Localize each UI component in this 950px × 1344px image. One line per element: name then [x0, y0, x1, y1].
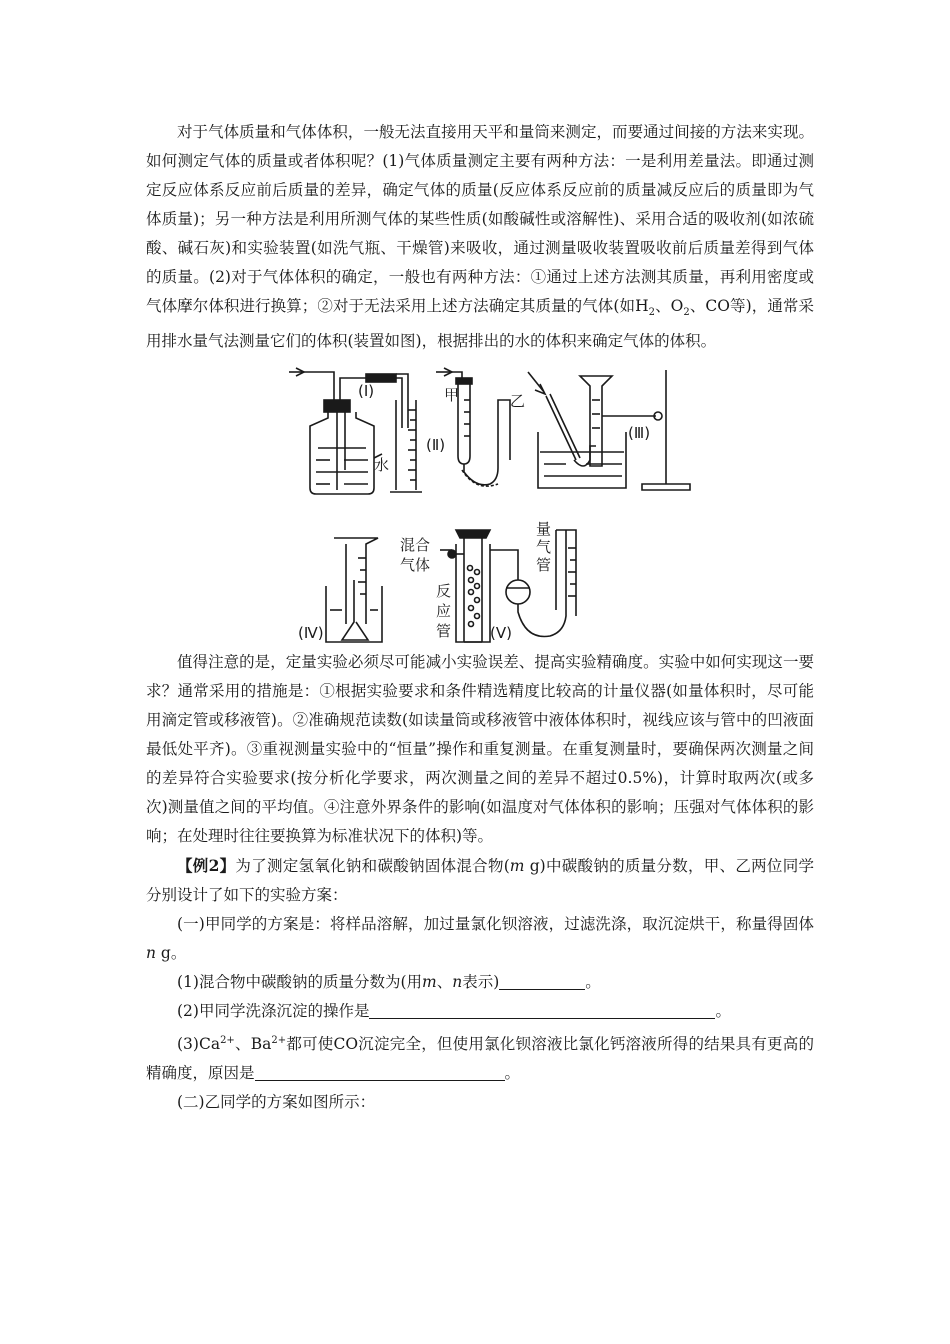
answer-blank-2[interactable]	[369, 1000, 715, 1019]
label-i: (Ⅰ)	[358, 382, 375, 401]
question-text: 都可使CO沉淀完全，但使用氯化钡溶液比氯化钙溶液所得的结果具有更高的精确度，原因是	[146, 1035, 814, 1083]
paragraph-text: 、O	[654, 297, 684, 315]
packing-granules	[468, 566, 480, 627]
gas-bottle	[310, 412, 374, 494]
example-text: 为了测定氢氧化钠和碳酸钠固体混合物(	[235, 857, 510, 876]
label-v: (Ⅴ)	[490, 624, 512, 643]
apparatus-diagram-1	[146, 360, 814, 500]
question-text: 。	[504, 1064, 521, 1083]
stopper	[324, 400, 350, 412]
label-react-1: 反	[436, 582, 452, 601]
paragraph-text: 、CO等)，通常采用排水量气法测量它们的体积(装置如图)，根据排出的水的体积来确定气体的体积。	[146, 297, 814, 351]
question-text: 、Ba	[234, 1035, 272, 1054]
label-iv: (Ⅳ)	[298, 624, 324, 643]
subscript: 2	[648, 307, 655, 319]
subscript: 2	[683, 307, 690, 319]
plan-yi: (二)乙同学的方案如图所示：	[177, 1093, 376, 1112]
water-trough	[538, 432, 626, 488]
var-m: m	[509, 857, 525, 876]
paragraph-precision: 值得注意的是，定量实验必须尽可能减小实验误差、提高实验精确度。实验中如何实现这一要求？通常采用的措施是：①根据实验要求和条件精选精度比较高的计量仪器(如量体积时，尽可能用滴定管或移液管)。②准确规范读数(如读量筒或移液管中液体体积时，视线应该与管中的凹液面最低处平齐)。③重视测量实验中的“恒量”操作和重复测量。在重复测量时，要确保两次测量之间的差异符合实验要求(按分析化学要求，两次测量之间的差异不超过0.5%)，计算时取两次(或多次)测量值之间的平均值。④注意外界条件的影响(如温度对气体体积的影响；压强对气体体积的影响；在处理时往往要换算为标准状况下的体积)等。	[146, 653, 814, 846]
var-n: n	[452, 973, 463, 992]
graduated-cylinder-i	[396, 400, 416, 490]
example-2-intro	[146, 851, 814, 910]
superscript: 2+	[220, 1035, 235, 1047]
paragraph-gas-measurement	[146, 118, 814, 356]
plan-text: g。	[155, 944, 187, 963]
label-jia: 甲	[444, 386, 460, 405]
question-text: 。	[585, 973, 601, 992]
label-gas-3: 管	[536, 556, 552, 575]
answer-blank-1[interactable]	[499, 971, 585, 990]
plan-text: (一)甲同学的方案是：将样品溶解，加过量氯化钡溶液，过滤洗涤，取沉淀烘干，称量得固体	[177, 915, 814, 934]
label-gas-1: 量	[536, 520, 552, 539]
stopper-v	[456, 530, 490, 538]
label-water: 水	[374, 456, 390, 475]
flask-v	[506, 580, 530, 604]
question-text: 。	[715, 1002, 731, 1021]
question-text: (2)甲同学洗涤沉淀的操作是	[177, 1002, 370, 1021]
arrow-in-iii	[528, 372, 544, 392]
apparatus-diagram-2	[146, 520, 814, 648]
label-mix-1: 混合	[400, 536, 431, 555]
apparatus-figure-bottom	[146, 520, 814, 648]
var-m: m	[422, 973, 437, 992]
label-ii: (Ⅱ)	[426, 436, 446, 455]
label-react-3: 管	[436, 622, 452, 641]
question-1	[146, 968, 814, 997]
apparatus-figure-top	[146, 360, 814, 500]
label-mix-2: 气体	[400, 556, 431, 575]
question-3	[146, 1026, 814, 1088]
label-react-2: 应	[436, 602, 452, 621]
question-text: 、	[436, 973, 453, 992]
plan-jia	[146, 910, 814, 968]
paragraph-text: 对于气体质量和气体体积，一般无法直接用天平和量筒来测定，而要通过间接的方法来实现。如何测定气体的质量或者体积呢？(1)气体质量测定主要有两种方法：一是利用差量法。即通过测定反应体系反应前后质量的差异，确定气体的质量(反应体系反应前的质量减反应后的质量即为气体质量)；另一种方法是利用所测气体的某些性质(如酸碱性或溶解性)、采用合适的吸收剂(如浓硫酸、碱石灰)和实验装置(如洗气瓶、干燥管)来吸收，通过测量吸收装置吸收前后质量差得到气体的质量。(2)对于气体体积的确定，一般也有两种方法：①通过上述方法测其质量，再利用密度或气体摩尔体积进行换算；②对于无法采用上述方法确定其质量的气体(如H	[146, 123, 814, 315]
question-text: (1)混合物中碳酸钠的质量分数为(用	[177, 973, 423, 992]
question-text: 表示)	[462, 973, 500, 992]
question-2	[146, 997, 814, 1026]
document-page	[146, 118, 814, 1117]
superscript: 2+	[271, 1035, 287, 1047]
var-n: n	[146, 944, 156, 963]
question-text: (3)Ca	[177, 1035, 221, 1054]
answer-blank-3[interactable]	[255, 1062, 505, 1081]
example-text: g)中碳酸钠的质量分数，甲、乙两位同学分别设计了如下的实验方案：	[146, 857, 814, 905]
label-iii: (Ⅲ)	[628, 424, 651, 443]
label-gas-2: 气	[536, 538, 552, 557]
label-yi: 乙	[510, 392, 526, 411]
rubber-tube	[464, 400, 510, 485]
example-tag: 【例2】	[177, 856, 236, 876]
